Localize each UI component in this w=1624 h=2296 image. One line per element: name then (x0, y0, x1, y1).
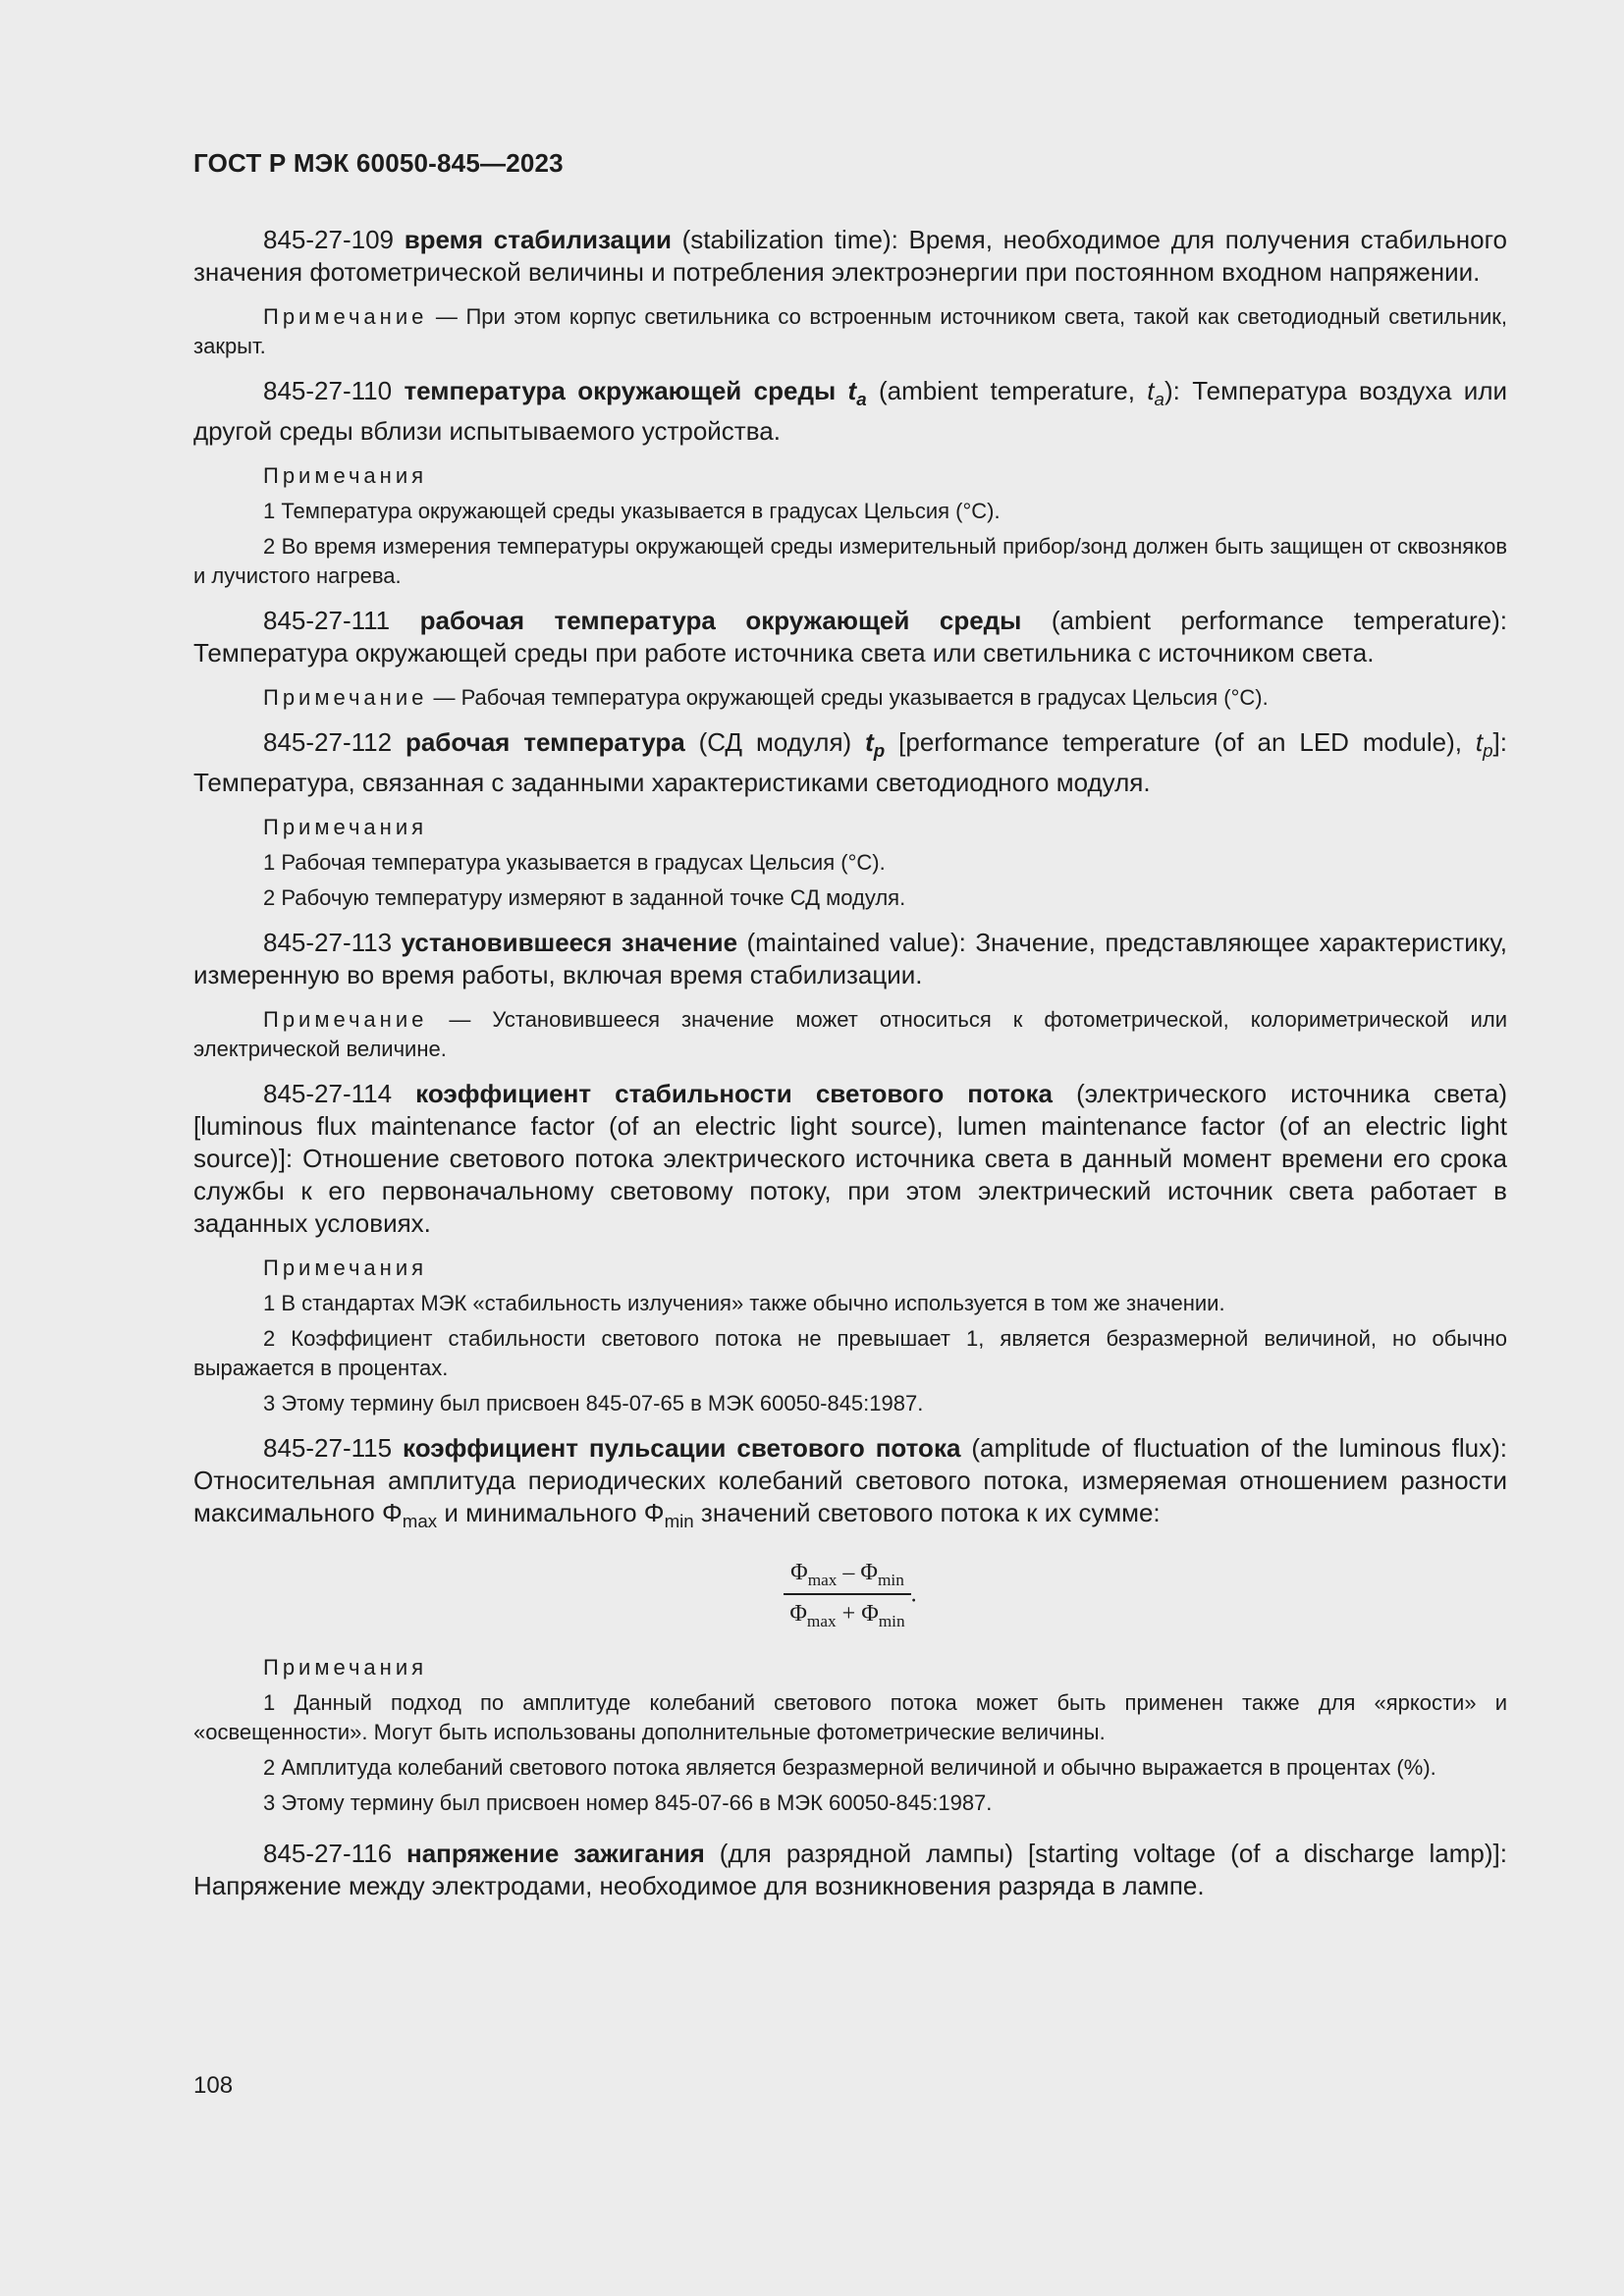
term-definition: (maintained value): Значение, представляющее характеристику, измеренную во время работы, включая время стабилизации. (193, 928, 1508, 990)
subscript: min (664, 1511, 694, 1532)
page-number: 108 (193, 2072, 234, 2099)
term-845-27-113 (193, 927, 1507, 991)
note-item: 3 Этому термину был присвоен 845-07-65 в МЭК 60050-845:1987. (263, 1391, 924, 1416)
term-definition: значений светового потока к их сумме: (693, 1498, 1161, 1528)
term-number: 845-27-113 (263, 928, 402, 958)
term-title: рабочая температура (405, 727, 685, 758)
term-number: 845-27-114 (263, 1079, 416, 1109)
note-item: 2 Рабочую температуру измеряют в заданной точке СД модуля. (263, 885, 906, 911)
note-845-27-111 (193, 683, 1507, 713)
term-title: коэффициент пульсации светового потока (403, 1433, 961, 1464)
term-number: 845-27-115 (263, 1433, 404, 1464)
formula-fraction (784, 1560, 910, 1632)
note-text: — Рабочая температура окружающей среды указывается в градусах Цельсия (°C). (427, 685, 1269, 711)
term-definition: (электрического источника света) [luminous flux maintenance factor (of an electric light source), lumen maintenance factor (of an electric light source)]: Отношение светового потока электрического источника света в данный момент времени его срока службы к его первоначальному световому потоку, при этом электрический источник света работает в заданных условиях. (193, 1079, 1507, 1239)
term-symbol: t (847, 376, 857, 405)
note-845-27-109 (193, 302, 1507, 361)
term-845-27-116 (193, 1838, 1507, 1902)
note-item: 2 Амплитуда колебаний светового потока является безразмерной величиной и обычно выражается в процентах (%). (263, 1755, 1436, 1781)
notes-heading: Примечания (263, 815, 428, 840)
term-definition: (amplitude of fluctuation of the luminous flux): Относительная амплитуда периодических колебаний светового потока, измеряемая отношением разности максимального Φ (193, 1433, 1507, 1528)
note-845-27-113 (193, 1005, 1507, 1064)
term-definition: (ambient performance temperature): Температура окружающей среды при работе источника света или светильника с источником света. (193, 606, 1507, 668)
note-text: — При этом корпус светильника со встроенным источником света, такой как светодиодный светильник, закрыт. (193, 304, 1507, 358)
note-label: Примечание (263, 304, 428, 329)
term-symbol: t (1147, 376, 1155, 405)
subscript: max (402, 1511, 438, 1532)
term-symbol: t (1475, 727, 1484, 758)
note-item: 2 Коэффициент стабильности светового потока не превышает 1, является безразмерной величиной, но обычно выражается в процентах. (193, 1326, 1507, 1381)
document-header: ГОСТ Р МЭК 60050-845—2023 (193, 148, 564, 178)
formula (193, 1560, 1507, 1632)
term-symbol-subscript: a (856, 389, 867, 410)
term-definition: (для разрядной лампы) [starting voltage (of a discharge lamp)]: Напряжение между электродами, необходимое для возникновения разряда в лампе. (193, 1839, 1507, 1901)
term-title: время стабилизации (404, 225, 672, 254)
term-number: 845-27-112 (263, 727, 406, 758)
note-item: 3 Этому термину был присвоен номер 845-07-66 в МЭК 60050-845:1987. (263, 1790, 993, 1816)
term-definition: (stabilization time): Время, необходимое для получения стабильного значения фотометрической величины и потребления электроэнергии при постоянном входном напряжении. (193, 225, 1507, 287)
note-item: 1 Рабочая температура указывается в градусах Цельсия (°C). (263, 850, 886, 876)
note-item: 1 Данный подход по амплитуде колебаний светового потока может быть применен также для «яркости» и «освещенности». Могут быть использованы дополнительные фотометрические величины. (193, 1690, 1507, 1745)
term-symbol-subscript: p (1483, 740, 1493, 762)
term-845-27-110 (193, 375, 1507, 448)
note-label: Примечание (263, 1007, 428, 1033)
term-definition: [performance temperature (of an LED module), (885, 727, 1476, 758)
term-845-27-114 (193, 1078, 1507, 1240)
term-845-27-109 (193, 224, 1507, 289)
notes-heading: Примечания (263, 1255, 428, 1281)
term-number: 845-27-109 (263, 225, 405, 254)
term-title: рабочая температура окружающей среды (419, 606, 1022, 636)
note-item: 2 Во время измерения температуры окружающей среды измерительный прибор/зонд должен быть защищен от сквозняков и лучистого нагрева. (193, 534, 1507, 589)
term-definition: и минимального Φ (437, 1498, 665, 1528)
page-content (193, 224, 1507, 1916)
formula-denominator: $\Phi_{max} + \Phi_{min}$ (789, 1601, 905, 1631)
term-845-27-111 (193, 605, 1507, 669)
note-text: — Установившееся значение может относиться к фотометрической, колориметрической или электрической величине. (193, 1007, 1507, 1062)
note-item: 1 В стандартах МЭК «стабильность излучения» также обычно используется в том же значении. (263, 1291, 1225, 1316)
formula-numerator: $\Phi_{max} - \Phi_{min}$ (784, 1560, 910, 1596)
term-symbol-subscript: p (873, 740, 886, 762)
notes-heading: Примечания (263, 1655, 428, 1681)
term-title: температура окружающей среды (404, 376, 848, 405)
term-number: 845-27-116 (263, 1839, 407, 1869)
term-definition: ]: Температура, связанная с заданными характеристиками светодиодного модуля. (193, 727, 1507, 798)
note-label: Примечание (263, 685, 428, 711)
term-definition: ): Температура воздуха или другой среды вблизи испытываемого устройства. (193, 376, 1508, 447)
term-symbol-subscript: a (1154, 389, 1164, 410)
term-845-27-112 (193, 726, 1507, 799)
term-title: установившееся значение (401, 928, 738, 958)
term-title: коэффициент стабильности светового потока (415, 1079, 1053, 1109)
term-845-27-115 (193, 1432, 1507, 1537)
formula-period: . (910, 1580, 917, 1607)
note-item: 1 Температура окружающей среды указывается в градусах Цельсия (°C). (263, 499, 1001, 524)
term-title: напряжение зажигания (406, 1839, 705, 1869)
term-number: 845-27-110 (263, 376, 405, 405)
term-definition: (ambient temperature, (866, 376, 1148, 405)
notes-heading: Примечания (263, 463, 428, 489)
term-definition: (СД модуля) (684, 727, 866, 758)
term-symbol: t (865, 727, 874, 758)
term-number: 845-27-111 (263, 606, 420, 636)
